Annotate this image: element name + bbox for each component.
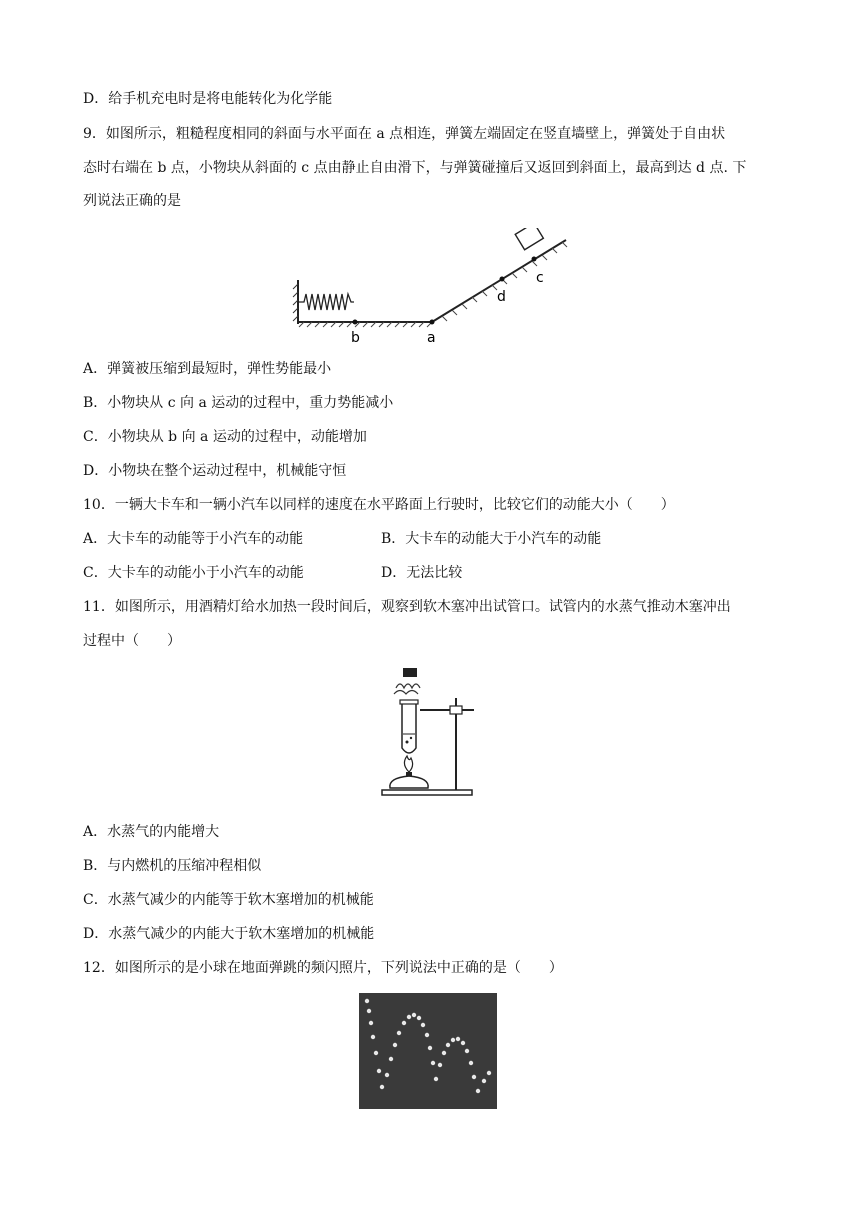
- q11-test-tube-figure: [378, 664, 478, 804]
- q9-label-a: a: [427, 330, 436, 346]
- q10-option-b: B．大卡车的动能大于小汽车的动能: [381, 531, 602, 547]
- q11-stem-line-1: 11．如图所示，用酒精灯给水加热一段时间后，观察到软木塞冲出试管口。试管内的水蒸气推动木塞冲出: [83, 599, 731, 615]
- q9-label-d: d: [497, 289, 506, 305]
- q11-option-b: B．与内燃机的压缩冲程相似: [83, 858, 262, 874]
- q11-option-d: D．水蒸气减少的内能大于软木塞增加的机械能: [83, 926, 375, 942]
- q9-label-b: b: [351, 330, 360, 346]
- q10-option-d: D．无法比较: [381, 565, 463, 581]
- q9-stem-line-2: 态时右端在 b 点，小物块从斜面的 c 点由静止自由滑下，与弹簧碰撞后又返回到斜面上，最高到达 d 点. 下: [83, 160, 747, 176]
- q12-bouncing-ball-photo: [359, 993, 497, 1109]
- q9-incline-spring-figure: [290, 228, 570, 350]
- q9-label-c: c: [536, 270, 544, 286]
- q10-stem: 10．一辆大卡车和一辆小汽车以同样的速度在水平路面上行驶时，比较它们的动能大小（ ）: [83, 497, 675, 513]
- q11-option-a: A．水蒸气的内能增大: [83, 824, 220, 840]
- q9-option-a: A．弹簧被压缩到最短时，弹性势能最小: [83, 361, 332, 377]
- q9-option-c: C．小物块从 b 向 a 运动的过程中，动能增加: [83, 429, 367, 445]
- q11-stem-line-2: 过程中（ ）: [83, 633, 181, 649]
- q9-stem-line-3: 列说法正确的是: [83, 193, 181, 209]
- q9-option-d: D．小物块在整个运动过程中，机械能守恒: [83, 463, 347, 479]
- q11-option-c: C．水蒸气减少的内能等于软木塞增加的机械能: [83, 892, 374, 908]
- q12-stem: 12．如图所示的是小球在地面弹跳的频闪照片，下列说法中正确的是（ ）: [83, 960, 563, 976]
- q10-option-c: C．大卡车的动能小于小汽车的动能: [83, 565, 304, 581]
- q10-option-a: A．大卡车的动能等于小汽车的动能: [83, 531, 304, 547]
- q8-option-d: D．给手机充电时是将电能转化为化学能: [83, 91, 333, 107]
- q9-option-b: B．小物块从 c 向 a 运动的过程中，重力势能减小: [83, 395, 394, 411]
- q9-stem-line-1: 9．如图所示，粗糙程度相同的斜面与水平面在 a 点相连，弹簧左端固定在竖直墙壁上，弹簧处于自由状: [83, 126, 726, 142]
